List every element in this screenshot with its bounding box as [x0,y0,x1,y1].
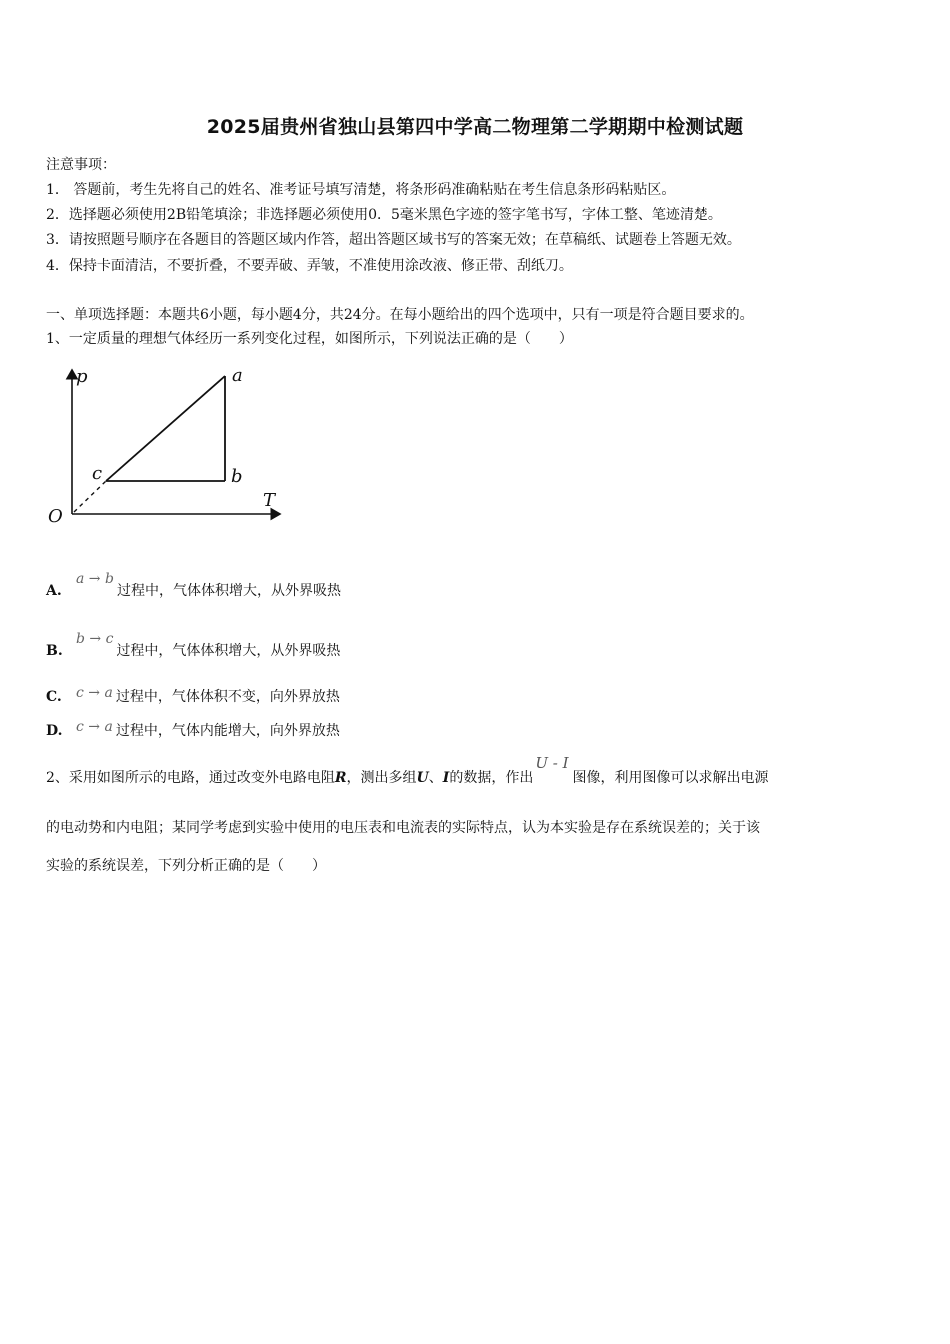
option-letter: C. [46,689,62,705]
point-a-label: a [232,365,243,386]
option-a[interactable] [46,571,341,600]
pt-graph [44,362,289,527]
option-text: 过程中，气体内能增大，向外界放热 [115,723,340,739]
point-c-label: c [92,463,103,484]
y-axis-label: p [76,366,88,387]
q2-text: 的数据，作出 [449,770,534,786]
process-label: b → c [76,631,114,647]
notice-item: 1． 答题前，考生先将自己的姓名、准考证号填写清楚，将条形码准确粘贴在考生信息条形码粘贴区。 [46,182,676,198]
option-c[interactable] [46,686,340,706]
notice-item: 4．保持卡面清洁，不要折叠，不要弄破、弄皱，不准使用涂改液、修正带、刮纸刀。 [46,258,573,274]
dashed-extension [74,481,106,512]
option-d[interactable] [46,720,340,740]
segment-ca [106,376,225,481]
q2-var-r: R [334,770,347,786]
option-text: 过程中，气体体积不变，向外界放热 [115,689,340,705]
option-b[interactable] [46,631,341,660]
q2-text: 图像，利用图像可以求解出电源 [572,770,769,786]
page-title: 2025届贵州省独山县第四中学高二物理第二学期期中检测试题 [206,116,744,138]
process-label: a → b [76,571,114,587]
process-label: c → a [76,685,113,701]
question-1-stem: 1、一定质量的理想气体经历一系列变化过程，如图所示，下列说法正确的是（ ） [46,331,573,347]
q2-var-u: U [416,770,429,786]
point-b-label: b [231,466,243,487]
question-2-line-2: 的电动势和内电阻；某同学考虑到实验中使用的电压表和电流表的实际特点，认为本实验是存在系统误差的；关于该 [46,820,760,836]
x-axis-label: T [263,490,276,511]
notice-item: 2．选择题必须使用2B铅笔填涂；非选择题必须使用0．5毫米黑色字迹的签字笔书写，字体工整、笔迹清楚。 [46,207,722,223]
process-label: c → a [76,719,113,735]
q2-text: 、 [428,770,443,786]
section-heading: 一、单项选择题：本题共6小题，每小题4分，共24分。在每小题给出的四个选项中，只有一项是符合题目要求的。 [46,307,754,323]
q2-var-i: I [442,770,450,786]
notice-heading: 注意事项： [46,157,116,173]
origin-label: O [48,506,63,527]
option-letter: D. [46,723,63,739]
option-text: 过程中，气体体积增大，从外界吸热 [116,583,341,599]
option-letter: B. [46,643,63,659]
question-2-line-1 [46,754,769,787]
q2-text: 2、采用如图所示的电路，通过改变外电路电阻 [46,770,335,786]
option-text: 过程中，气体体积增大，从外界吸热 [116,643,341,659]
question-2-line-3: 实验的系统误差，下列分析正确的是（ ） [46,858,326,874]
option-letter: A. [46,583,62,599]
ui-math-label: U - I [535,754,569,772]
notice-item: 3．请按照题号顺序在各题目的答题区域内作答，超出答题区域书写的答案无效；在草稿纸、试题卷上答题无效。 [46,232,741,248]
q2-text: ，测出多组 [346,770,417,786]
